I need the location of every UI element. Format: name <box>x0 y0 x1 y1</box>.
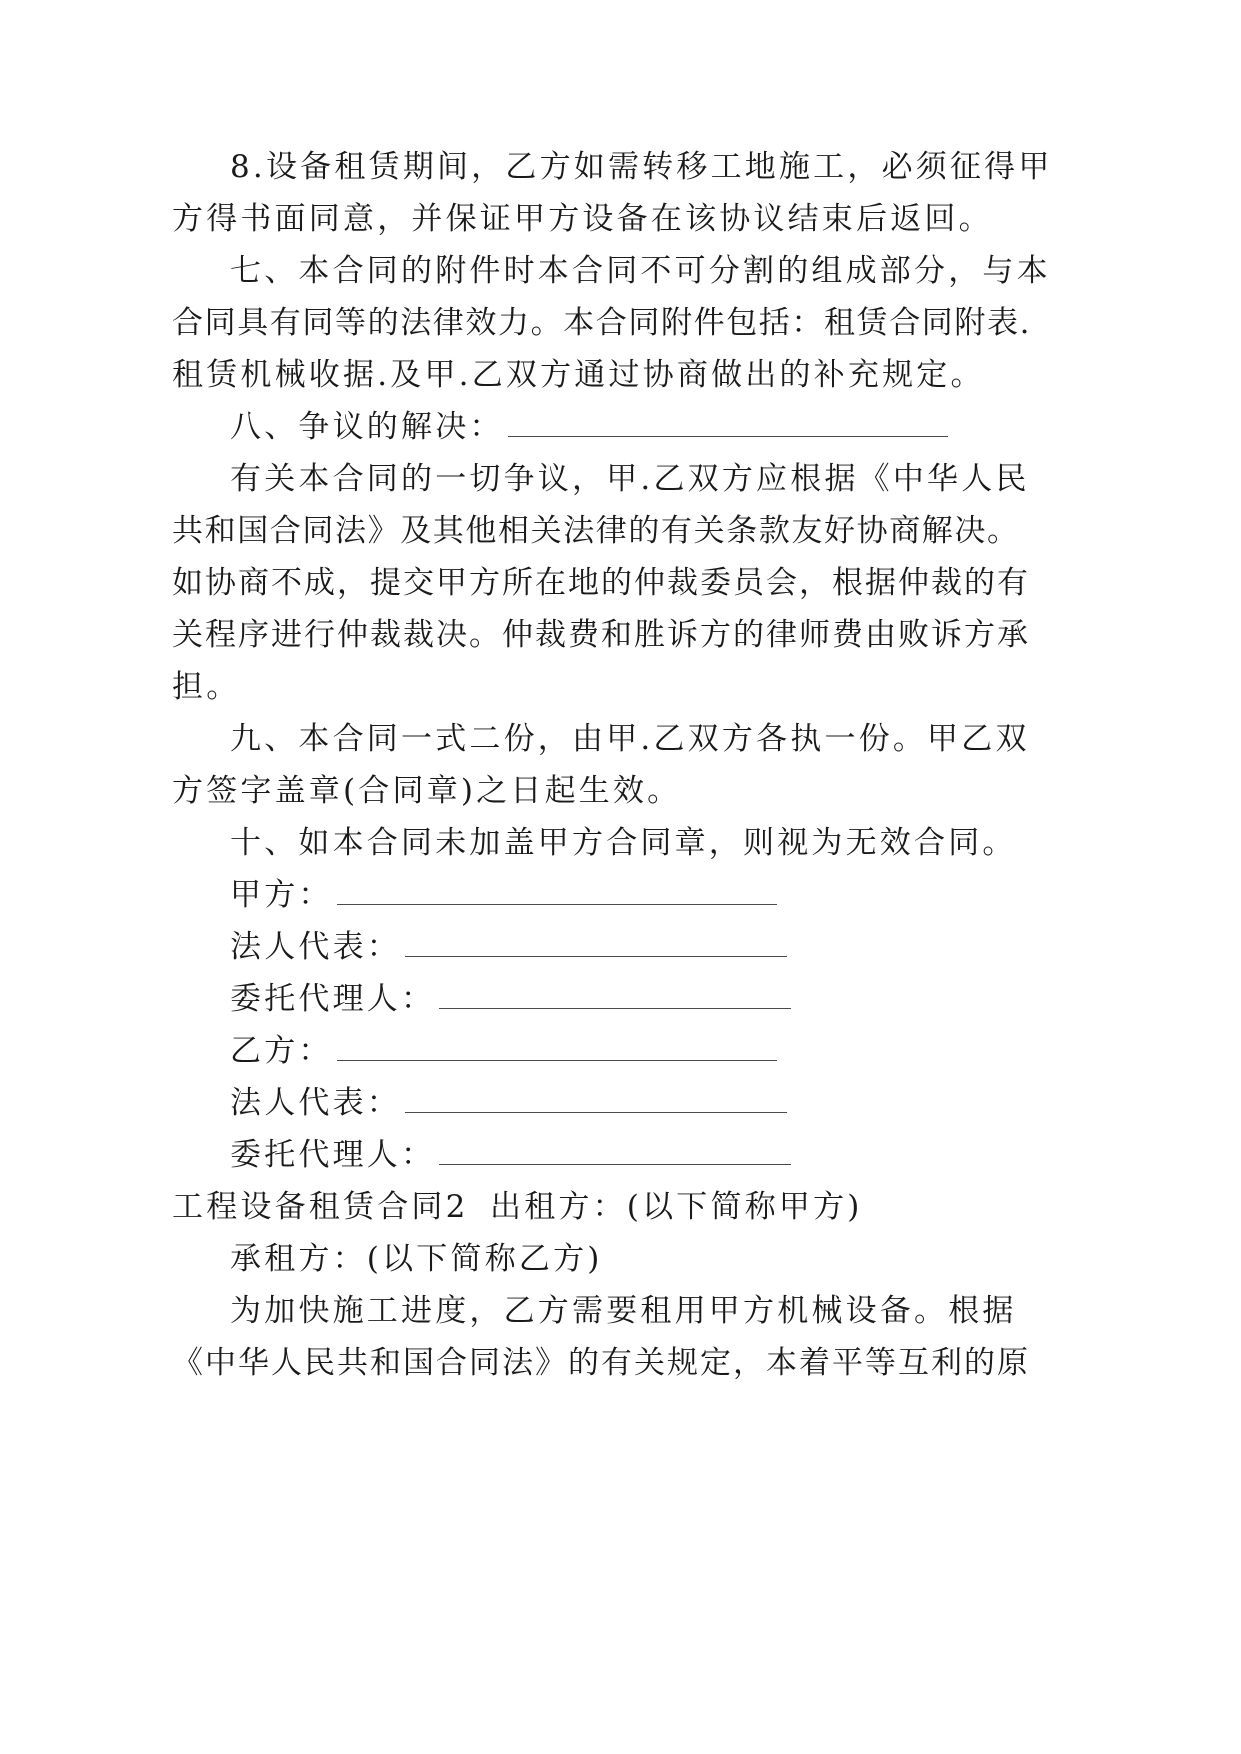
clause-9-line-2: 方签字盖章(合同章)之日起生效。 <box>172 773 682 809</box>
party-b-agent-line <box>439 1138 791 1165</box>
clause-8-dispute-heading <box>230 407 948 447</box>
party-b-signature-line <box>337 1034 777 1061</box>
dispute-line-3: 如协商不成，提交甲方所在地的仲裁委员会，根据仲裁的有 <box>172 565 1030 601</box>
clause-7-line-2: 合同具有同等的法律效力。本合同附件包括：租赁合同附表. <box>172 305 1032 341</box>
lessee-line: 承租方：(以下简称乙方) <box>230 1241 603 1277</box>
clause-9-line-1: 九、本合同一式二份，由甲.乙双方各执一份。甲乙双 <box>230 721 1030 757</box>
party-b-agent-label: 委托代理人： <box>230 1137 436 1173</box>
dispute-heading-label: 八、争议的解决： <box>230 409 504 445</box>
lessor-line: 出租方：(以下简称甲方) <box>490 1189 863 1225</box>
dispute-blank-line <box>508 410 948 437</box>
party-a-legal-rep-label: 法人代表： <box>230 929 401 965</box>
clause-7-line-3: 租赁机械收据.及甲.乙双方通过协商做出的补充规定。 <box>172 357 985 393</box>
preamble-line-2: 《中华人民共和国合同法》的有关规定，本着平等互利的原 <box>172 1345 1030 1381</box>
party-b-legal-rep-label: 法人代表： <box>230 1085 401 1121</box>
contract-2-title: 工程设备租赁合同2 <box>172 1189 469 1225</box>
dispute-line-1: 有关本合同的一切争议，甲.乙双方应根据《中华人民 <box>230 461 1030 497</box>
preamble-line-1: 为加快施工进度，乙方需要租用甲方机械设备。根据 <box>230 1293 1017 1329</box>
clause-10-line: 十、如本合同未加盖甲方合同章，则视为无效合同。 <box>230 825 1017 861</box>
clause-8-line-1: 8.设备租赁期间，乙方如需转移工地施工，必须征得甲 <box>230 149 1053 185</box>
dispute-line-2: 共和国合同法》及其他相关法律的有关条款友好协商解决。 <box>172 513 1020 549</box>
party-a-label: 甲方： <box>230 877 333 913</box>
clause-7-line-1: 七、本合同的附件时本合同不可分割的组成部分，与本 <box>230 253 1051 289</box>
party-b-row <box>230 1031 777 1071</box>
party-a-agent-label: 委托代理人： <box>230 981 436 1017</box>
party-a-row <box>230 875 777 915</box>
dispute-line-4: 关程序进行仲裁裁决。仲裁费和胜诉方的律师费由败诉方承 <box>172 617 1030 653</box>
clause-8-line-2: 方得书面同意，并保证甲方设备在该协议结束后返回。 <box>172 201 993 237</box>
dispute-line-5: 担。 <box>172 669 241 705</box>
party-a-agent-row <box>230 979 791 1019</box>
party-a-signature-line <box>337 878 777 905</box>
party-b-legal-rep-row <box>230 1083 787 1123</box>
party-b-label: 乙方： <box>230 1033 333 1069</box>
party-a-legal-rep-row <box>230 927 787 967</box>
party-b-legal-rep-line <box>405 1086 787 1113</box>
party-b-agent-row <box>230 1135 791 1175</box>
party-a-legal-rep-line <box>405 930 787 957</box>
party-a-agent-line <box>439 982 791 1009</box>
